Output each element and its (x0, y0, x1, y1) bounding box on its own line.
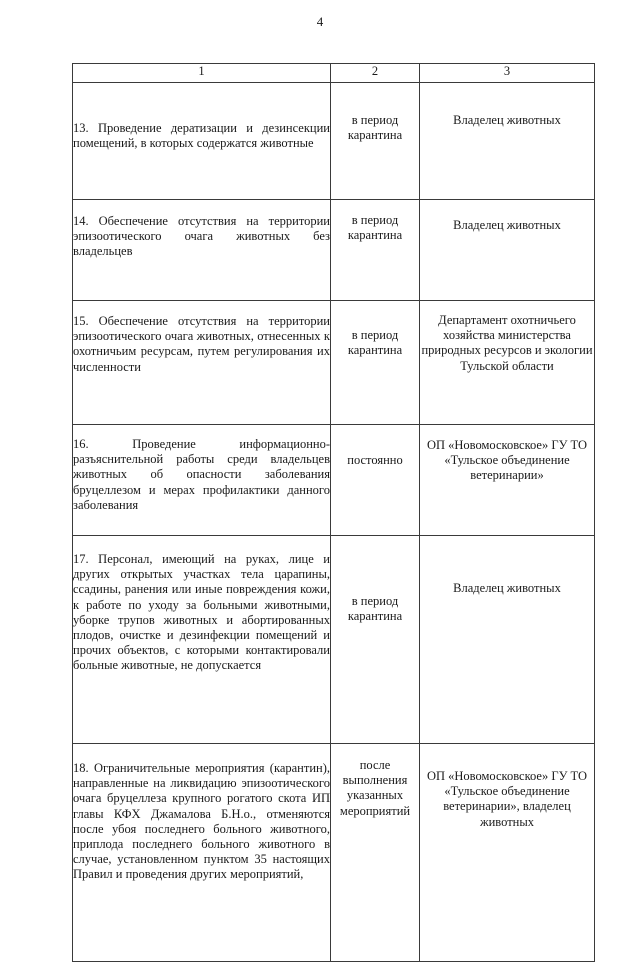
responsible-text: ОП «Новомосковское» ГУ ТО «Тульское объединение ветеринарии», владелец животных (426, 769, 588, 829)
measure-cell: 14. Обеспечение отсутствия на территории эпизоотического очага животных без владельцев (73, 200, 331, 301)
period-cell (331, 83, 420, 200)
period-text: в период карантина (347, 594, 403, 624)
responsible-text: ОП «Новомосковское» ГУ ТО «Тульское объединение ветеринарии» (426, 438, 588, 483)
period-text: в период карантина (347, 213, 403, 243)
period-cell (331, 744, 420, 962)
measure-cell: 16. Проведение информационно-разъяснительной работы среди владельцев животных об опасности заболевания бруцеллезом и мерах профилактики данного заболевания (73, 425, 331, 536)
responsible-text: Департамент охотничьего хозяйства министерства природных ресурсов и экологии Тульской области (421, 313, 593, 373)
responsible-cell (420, 301, 595, 425)
column-header-3: 3 (420, 64, 595, 83)
column-header-1: 1 (73, 64, 331, 83)
responsible-cell (420, 200, 595, 301)
responsible-cell (420, 536, 595, 744)
responsible-text: Владелец животных (453, 113, 561, 127)
responsible-cell (420, 425, 595, 536)
table-row (73, 301, 595, 425)
period-text: постоянно (347, 453, 403, 467)
column-header-2: 2 (331, 64, 420, 83)
measures-table (72, 63, 595, 962)
table-header-row (73, 64, 595, 83)
period-text: в период карантина (347, 113, 403, 143)
measure-cell: 15. Обеспечение отсутствия на территории эпизоотического очага животных, отнесенных к охотничьим ресурсам, путем регулирования их численности (73, 301, 331, 425)
table-row (73, 744, 595, 962)
period-cell (331, 425, 420, 536)
period-cell (331, 301, 420, 425)
measure-cell: 17. Персонал, имеющий на руках, лице и других открытых участках тела царапины, ссадины, ранения или иные повреждения кожи, к работе по уходу за больными животными, уборке трупов животных и абортированных плодов, очистке и дезинфекции помещений и прочих объектов, с которыми контактировали больные животные, не допускается (73, 536, 331, 744)
period-cell (331, 200, 420, 301)
period-text: после выполнения указанных мероприятий (339, 758, 411, 818)
period-text: в период карантина (347, 328, 403, 358)
responsible-text: Владелец животных (453, 581, 561, 595)
table-row (73, 425, 595, 536)
responsible-cell (420, 744, 595, 962)
measure-cell: 18. Ограничительные мероприятия (карантин), направленные на ликвидацию эпизоотического очага бруцеллеза крупного рогатого скота ИП главы КФХ Джамалова Б.Н.о., отменяются после убоя последнего больного животного, приплода последнего больного животного в случае, установленном пунктом 35 настоящих Правил и проведения других мероприятий, (73, 744, 331, 962)
period-cell (331, 536, 420, 744)
responsible-cell (420, 83, 595, 200)
table-row (73, 200, 595, 301)
table-row (73, 536, 595, 744)
measure-cell: 13. Проведение дератизации и дезинсекции помещений, в которых содержатся животные (73, 83, 331, 200)
table-row (73, 83, 595, 200)
responsible-text: Владелец животных (453, 218, 561, 232)
page-number: 4 (316, 14, 324, 29)
